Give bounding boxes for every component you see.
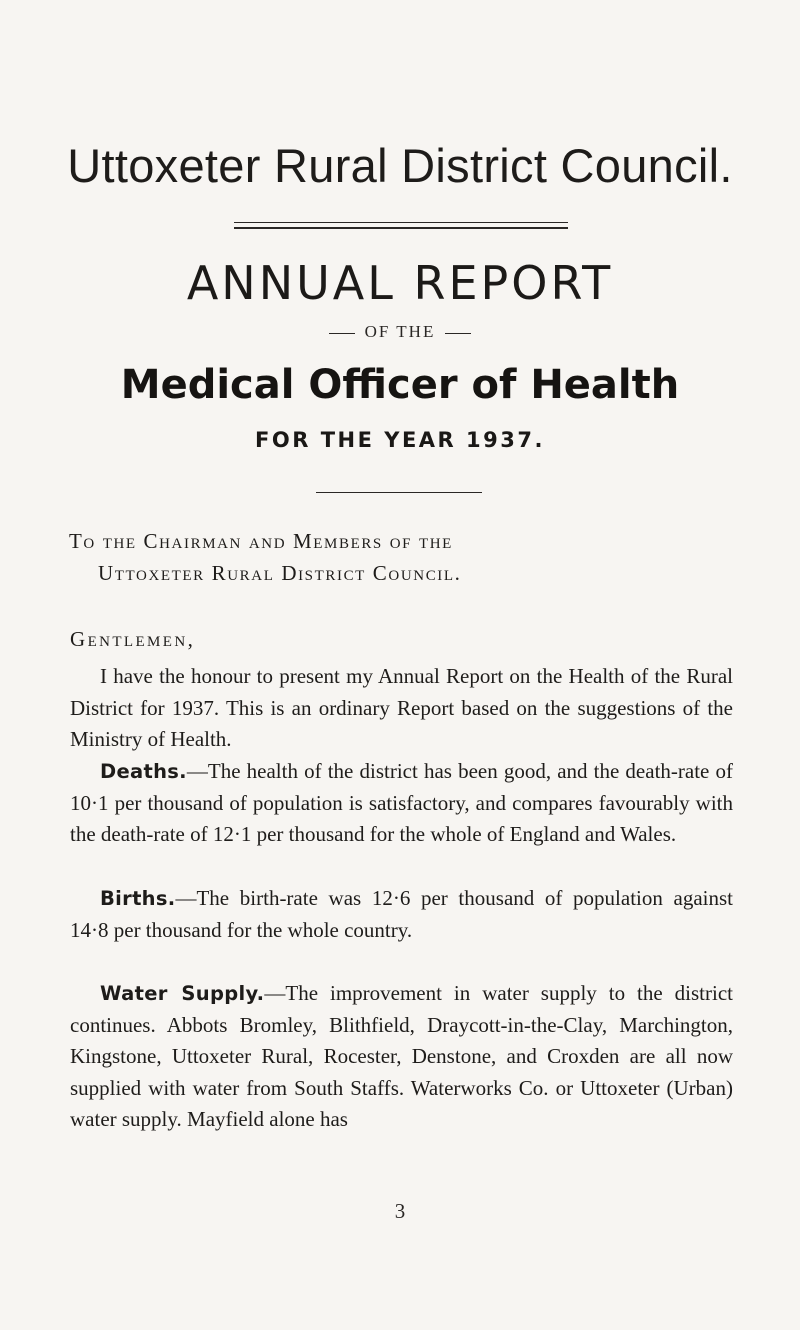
water-supply-text: —The improvement in water supply to the district continues. Abbots Bromley, Blithfield, Draycott-in-the-Clay, Marchington, Kingstone, Uttoxeter Rural, Rocester, Denstone, and Croxden are all now supplied with water from South Staffs. Waterworks Co. or Uttoxeter (Urban) water supply. Mayfield alone has [70,981,733,1131]
deaths-heading: Deaths. [100,760,187,783]
year-line: FOR THE YEAR 1937. [255,428,545,452]
of-the-text: OF THE [364,322,436,341]
dash-left [329,333,355,334]
title-rule-lower [234,227,568,229]
council-title: Uttoxeter Rural District Council. [67,139,733,192]
salutation: Gentlemen, [70,627,196,651]
births-paragraph [70,883,733,946]
title-rule-upper [234,222,568,223]
of-the-line [0,322,800,342]
births-heading: Births. [100,887,176,910]
intro-paragraph: I have the honour to present my Annual Report on the Health of the Rural District for 1937. This is an ordinary Report based on the suggestions of the Ministry of Health. [70,664,733,751]
births-text: —The birth-rate was 12·6 per thousand of population against 14·8 per thousand for the whole country. [70,886,733,942]
water-supply-heading: Water Supply. [100,982,265,1005]
report-title: ANNUAL REPORT [186,256,614,310]
deaths-paragraph [70,756,733,851]
section-rule [316,492,482,493]
dash-right [445,333,471,334]
officer-title: Medical Officer of Health [120,362,680,408]
address-line-2: Uttoxeter Rural District Council. [98,561,462,585]
deaths-text: —The health of the district has been good, and the death-rate of 10·1 per thousand of population is satisfactory, and compares favourably with the death-rate of 12·1 per thousand for the whole of England and Wales. [70,759,733,846]
page-number: 3 [394,1199,406,1223]
address-line-1: To the Chairman and Members of the [69,529,453,553]
water-supply-paragraph [70,978,733,1136]
